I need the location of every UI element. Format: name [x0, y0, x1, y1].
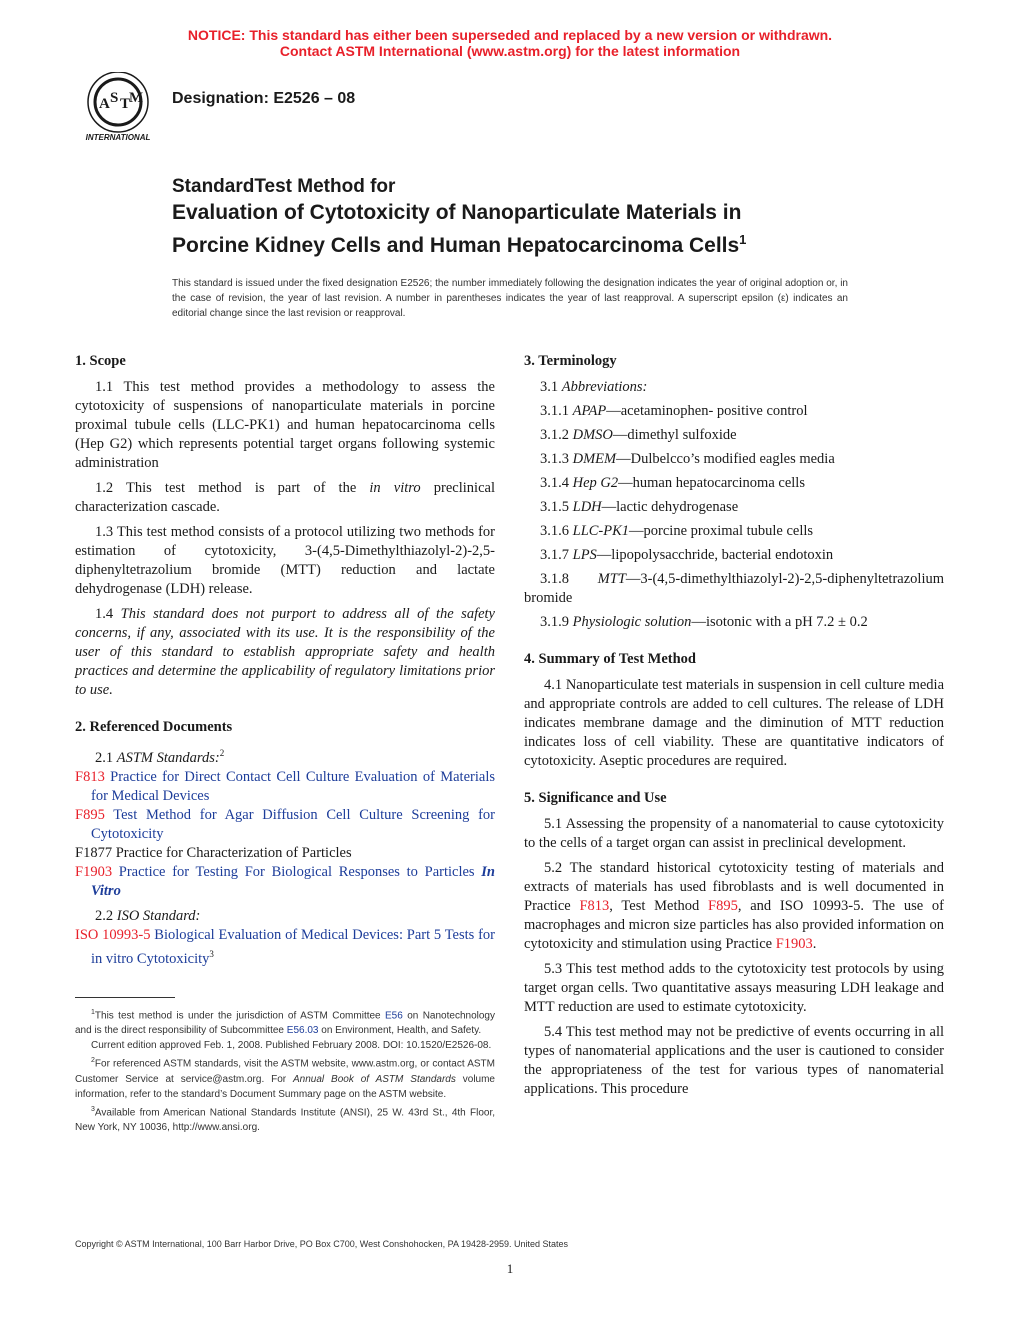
term-physiologic-solution: 3.1.9 Physiologic solution—isotonic with a pH 7.2 ± 0.2 — [540, 614, 868, 630]
footnote-1: $^1$This test method is under the jurisdiction of ASTM Committee E56 on Nanotechnology and is the direct responsibility of Subcommittee E56.03 on Environment, Health, and Safety. — [75, 1009, 495, 1037]
ref-f1903[interactable]: F1903 Practice for Testing For Biological Responses to Particles In Vitro — [75, 863, 495, 899]
title-line-3: Porcine Kidney Cells and Human Hepatocarcinoma Cells$^1$ — [172, 232, 747, 257]
footnotes — [75, 1005, 495, 1135]
term-apap: 3.1.1 APAP—acetaminophen- positive control — [540, 403, 808, 419]
footnote-2: $^2$For referenced ASTM standards, visit the ASTM website, www.astm.org, or contact ASTM Customer Service at service@astm.org. For Annual Book of ASTM Standards volume information, refer to the standard’s Document Summary page on the ASTM website. — [75, 1057, 495, 1100]
scope-heading: 1. Scope — [75, 353, 126, 369]
issuance-note: This standard is issued under the fixed designation E2526; the number immediately following the designation indicates the year of original adoption or, in the case of revision, the year of last revision. A number in parentheses indicates the year of last reapproval. A superscript epsilon (ε) indicates an editorial change since the last revision or reapproval. — [172, 278, 848, 319]
significance-5-3: 5.3 This test method adds to the cytotoxicity test protocols by using target organ cells. Two quantitative assays measuring LDH leakage and MTT reduction are used to estimate cytotoxicity. — [524, 961, 944, 1015]
svg-text:S: S — [110, 90, 119, 106]
term-llc-pk1: 3.1.6 LLC-PK1—porcine proximal tubule cells — [540, 523, 814, 539]
ref-f895[interactable]: F895 Test Method for Agar Diffusion Cell Culture Screening for Cytotoxicity — [75, 806, 495, 842]
term-ldh: 3.1.5 LDH—lactic dehydrogenase — [540, 499, 739, 515]
summary-4-1: 4.1 Nanoparticulate test materials in suspension in cell culture media and appropriate controls are added to cell cultures. The release of LDH indicates membrane damage and the diminution of MTT reduction indicates loss of cell viability. These are quantitative indicators of cytotoxicity. Aseptic procedures are required. — [524, 677, 944, 769]
footnote-divider — [75, 997, 175, 998]
term-lps: 3.1.7 LPS—lipopolysacchride, bacterial endotoxin — [540, 547, 834, 563]
svg-text:T: T — [120, 96, 131, 112]
page-number: 1 — [506, 1261, 514, 1276]
right-column — [524, 352, 944, 1105]
ref-iso-10993-5[interactable]: ISO 10993-5 Biological Evaluation of Medical Devices: Part 5 Tests for in vitro Cytotoxicity$^3$ — [75, 926, 495, 967]
title-footnote-ref[interactable]: 1 — [739, 232, 747, 247]
term-mtt: 3.1.8 MTT—3-(4,5-dimethylthiazolyl-2)-2,5-diphenyltetrazolium bromide — [524, 571, 944, 606]
significance-5-4: 5.4 This test method may not be predictive of events occurring in all types of nanomaterial applications and the user is cautioned to consider the appropriateness of the test for various types of nanomaterial applications. This procedure — [524, 1024, 944, 1097]
link-f895[interactable]: F895 — [708, 898, 738, 914]
iso-standard-label: 2.2 ISO Standard: — [95, 907, 201, 924]
copyright: Copyright © ASTM International, 100 Barr Harbor Drive, PO Box C700, West Conshohocken, PA 19428-2959. United States — [75, 1239, 569, 1249]
document-title — [172, 175, 892, 259]
astm-logo-icon — [72, 72, 164, 144]
link-e56-03[interactable]: E56.03 — [286, 1025, 319, 1037]
designation: Designation: E2526 – 08 — [172, 90, 356, 107]
footnote-3: $^3$Available from American National Standards Institute (ANSI), 25 W. 43rd St., 4th Floor, New York, NY 10036, http://www.ansi.org. — [75, 1105, 495, 1133]
footnote-1-edition: Current edition approved Feb. 1, 2008. Published February 2008. DOI: 10.1520/E2526-08. — [91, 1040, 492, 1052]
term-hep-g2: 3.1.4 Hep G2—human hepatocarcinoma cells — [540, 475, 805, 491]
term-dmem: 3.1.3 DMEM—Dulbelcco’s modified eagles media — [540, 451, 835, 467]
summary-heading: 4. Summary of Test Method — [524, 651, 696, 667]
svg-text:M: M — [129, 90, 144, 106]
notice-line-2: Contact ASTM International (www.astm.org) for the latest information — [279, 43, 741, 59]
left-column — [75, 352, 495, 969]
refdocs-heading: 2. Referenced Documents — [75, 719, 233, 735]
link-e56[interactable]: E56 — [385, 1010, 403, 1022]
scope-1-1: 1.1 This test method provides a methodology to assess the cytotoxicity of suspensions of nanoparticulate materials in porcine proximal tubule cells (LLC-PK1) and human hepatocarcinoma cells (Hep G2) which represents potential target organs following systemic administration — [75, 379, 495, 471]
significance-heading: 5. Significance and Use — [524, 790, 667, 806]
significance-5-2: 5.2 The standard historical cytotoxicity testing of materials and extracts of materials has used fibroblasts and is well documented in Practice F813, Test Method F895, and ISO 10993-5. The use of macrophages and micron size particles has also provided information on cytotoxicity and stimulation using Practice F1903. — [524, 860, 944, 952]
notice-line-1: NOTICE: This standard has either been superseded and replaced by a new version or withdrawn. — [187, 27, 833, 43]
astm-standards-label: 2.1 ASTM Standards:$^2$ — [95, 748, 225, 766]
scope-1-3: 1.3 This test method consists of a protocol utilizing two methods for estimation of cytotoxicity, 3-(4,5-Dimethylthiazolyl-2)-2,5-diphenyltetrazolium bromide (MTT) reduction and lactate dehydrogenase (LDH) release. — [75, 524, 495, 597]
title-line-2: Evaluation of Cytotoxicity of Nanoparticulate Materials in — [172, 201, 742, 224]
ref-f1877: F1877 Practice for Characterization of Particles — [75, 844, 352, 861]
superseded-notice — [0, 27, 1020, 59]
significance-5-1: 5.1 Assessing the propensity of a nanomaterial to cause cytotoxicity to the cells of a target organ can assist in preclinical development. — [524, 816, 944, 851]
abbreviations-label: 3.1 Abbreviations: — [540, 379, 648, 395]
link-f1903[interactable]: F1903 — [775, 936, 813, 952]
scope-1-4: 1.4 This standard does not purport to address all of the safety concerns, if any, associated with its use. It is the responsibility of the user of this standard to establish appropriate safety and health practices and determine the applicability of regulatory limitations prior to use. — [75, 606, 495, 698]
scope-1-2: 1.2 This test method is part of the in vitro preclinical characterization cascade. — [75, 480, 495, 515]
logo-text: INTERNATIONAL — [85, 133, 151, 142]
terminology-heading: 3. Terminology — [524, 353, 617, 369]
title-line-1: StandardTest Method for — [172, 176, 396, 197]
link-f813[interactable]: F813 — [579, 898, 610, 914]
svg-text:A: A — [99, 96, 110, 112]
term-dmso: 3.1.2 DMSO—dimethyl sulfoxide — [540, 427, 737, 443]
ref-f813[interactable]: F813 Practice for Direct Contact Cell Culture Evaluation of Materials for Medical Devices — [75, 768, 495, 804]
